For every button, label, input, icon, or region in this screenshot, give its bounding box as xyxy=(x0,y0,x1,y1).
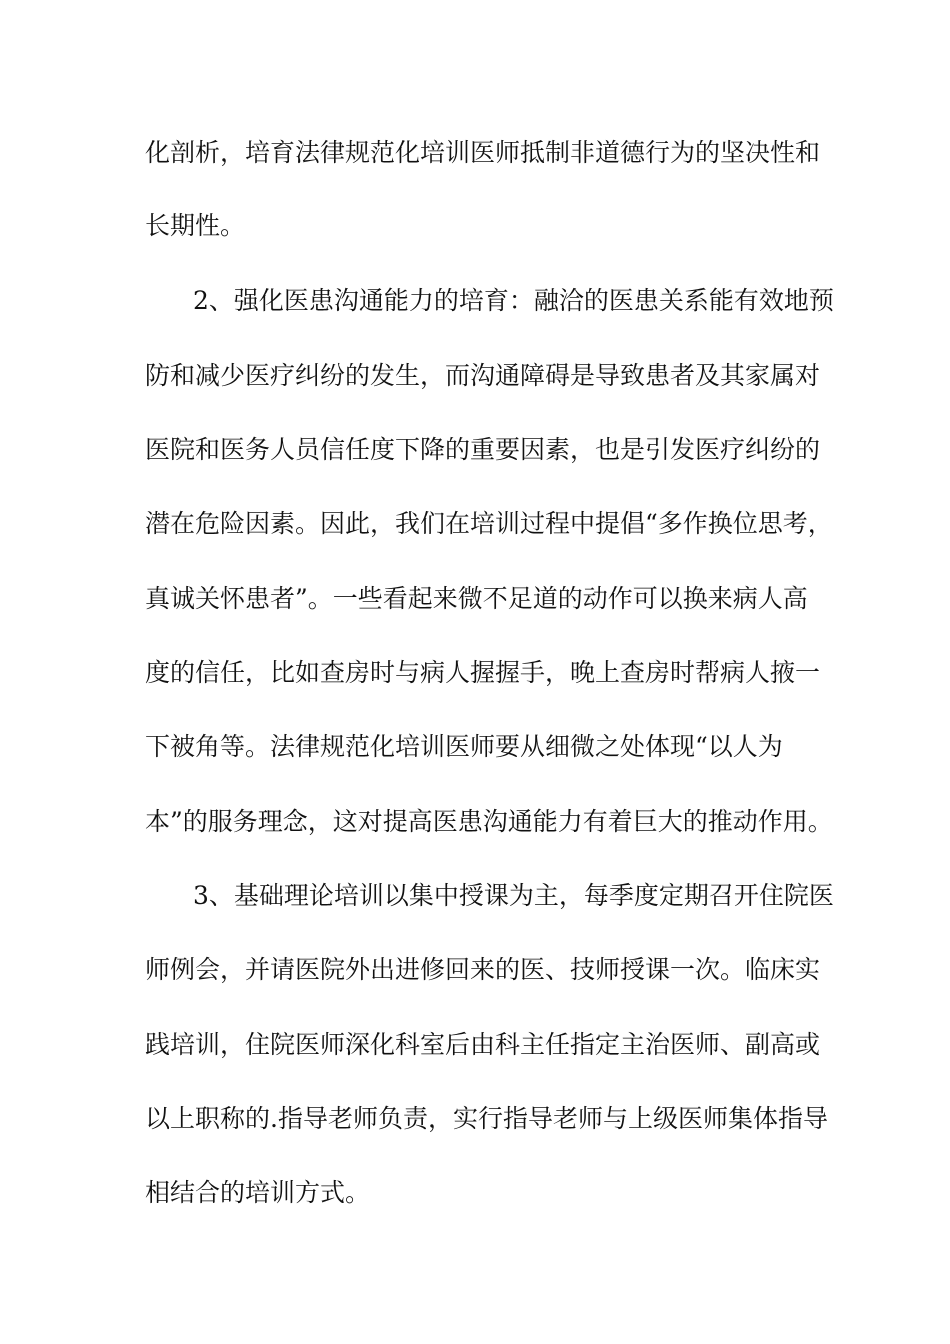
text-line: 防和减少医疗纠纷的发生，而沟通障碍是导致患者及其家属对 xyxy=(145,361,821,390)
text-line: 相结合的培训方式。 xyxy=(145,1178,371,1207)
text-line: 潜在危险因素。因此，我们在培训过程中提倡“多作换位思考， xyxy=(145,509,833,538)
text-line: 医院和医务人员信任度下降的重要因素，也是引发医疗纠纷的 xyxy=(145,435,821,464)
text-line: 践培训，住院医师深化科室后由科主任指定主治医师、副高或 xyxy=(145,1030,821,1059)
text-line: 真诚关怀患者”。一些看起来微不足道的动作可以换来病人高 xyxy=(145,584,808,613)
paragraph-start-line: 3、基础理论培训以集中授课为主，每季度定期召开住院医 xyxy=(193,881,834,910)
text-line: 化剖析，培育法律规范化培训医师抵制非道德行为的坚决性和 xyxy=(145,138,821,167)
text-line: 本”的服务理念，这对提高医患沟通能力有着巨大的推动作用。 xyxy=(145,807,833,836)
text-line: 下被角等。法律规范化培训医师要从细微之处体现“以人为 xyxy=(145,732,783,761)
text-line: 度的信任，比如查房时与病人握握手，晚上查房时帮病人掖一 xyxy=(145,658,821,687)
text-line: 师例会，并请医院外出进修回来的医、技师授课一次。临床实 xyxy=(145,955,821,984)
text-line: 以上职称的.指导老师负责，实行指导老师与上级医师集体指导 xyxy=(145,1104,828,1133)
paragraph-start-line: 2、强化医患沟通能力的培育：融洽的医患关系能有效地预 xyxy=(193,286,834,315)
text-line: 长期性。 xyxy=(145,211,246,240)
